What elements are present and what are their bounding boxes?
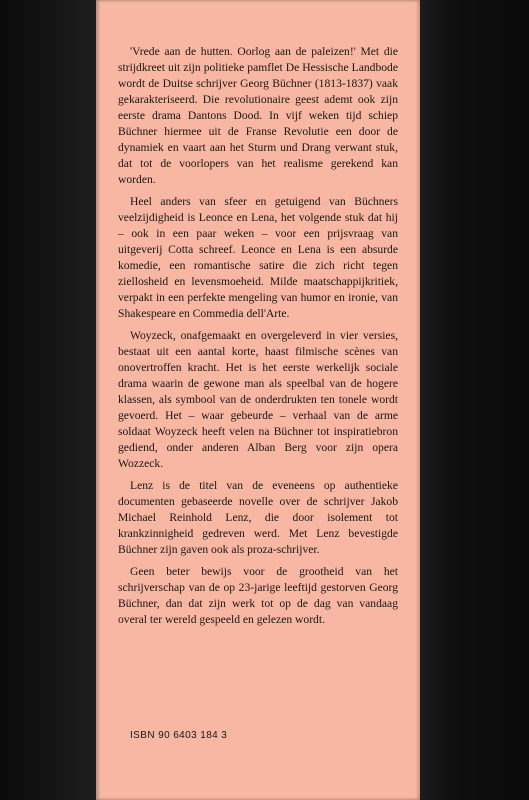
isbn-number: ISBN 90 6403 184 3 <box>130 730 228 741</box>
blurb-paragraph-5: Geen beter bewijs voor de grootheid van het schrijverschap van de op 23-jarige leeftijd gestorven Georg Büchner, dan dat zijn werk tot op de dag van vandaag overal ter wereld gespeeld en gelezen wordt. <box>118 565 398 626</box>
blurb-paragraph-1: 'Vrede aan de hutten. Oorlog aan de paleizen!' Met die strijdkreet uit zijn politieke pamflet De Hessische Landbode wordt de Duitse schrijver Georg Büchner (1813-1837) vaak gekarakteriseerd. Die revolutionaire geest ademt ook zijn eerste drama Dantons Dood. In vijf weken tijd schiep Büchner hiermee uit de Franse Revolutie een door de dynamiek en vaart aan het Sturm und Drang verwant stuk, dat tot de voorlopers van het realisme gerekend kan worden. <box>118 45 398 186</box>
cover-dark-right-edge <box>420 0 529 800</box>
blurb-paragraph-3: Woyzeck, onafgemaakt en overgeleverd in vier versies, bestaat uit een aantal korte, haast filmische scènes van onovertroffen kracht. Het is het eerste werkelijk sociale drama waarin de gewone man als speelbal van de hogere klassen, als symbool van de onderdrukten ten tonele wordt gevoerd. Het – waar gebeurde – verhaal van de arme soldaat Woyzeck heeft velen na Büchner tot inspiratiebron gediend, onder anderen Alban Berg voor zijn opera Wozzeck. <box>118 329 398 470</box>
blurb-text <box>118 44 398 634</box>
blurb-paragraph-2: Heel anders van sfeer en getuigend van Büchners veelzijdigheid is Leonce en Lena, het volgende stuk dat hij – ook in een paar weken – voor een prijsvraag van uitgeverij Cotta schreef. Leonce en Lena is een absurde komedie, een romantische satire die zich richt tegen ziellosheid en levensmoeheid. Milde maatschappijkritiek, verpakt in een perfekte mengeling van humor en ironie, van Shakespeare en Commedia dell'Arte. <box>118 195 398 320</box>
blurb-paragraph-4: Lenz is de titel van de eveneens op authentieke documenten gebaseerde novelle over de schrijver Jakob Michael Reinhold Lenz, die door isolement tot krankzinnigheid gedreven werd. Met Lenz bevestigde Büchner zijn gaven ook als proza-schrijver. <box>118 479 398 556</box>
cover-dark-left-edge <box>0 0 96 800</box>
